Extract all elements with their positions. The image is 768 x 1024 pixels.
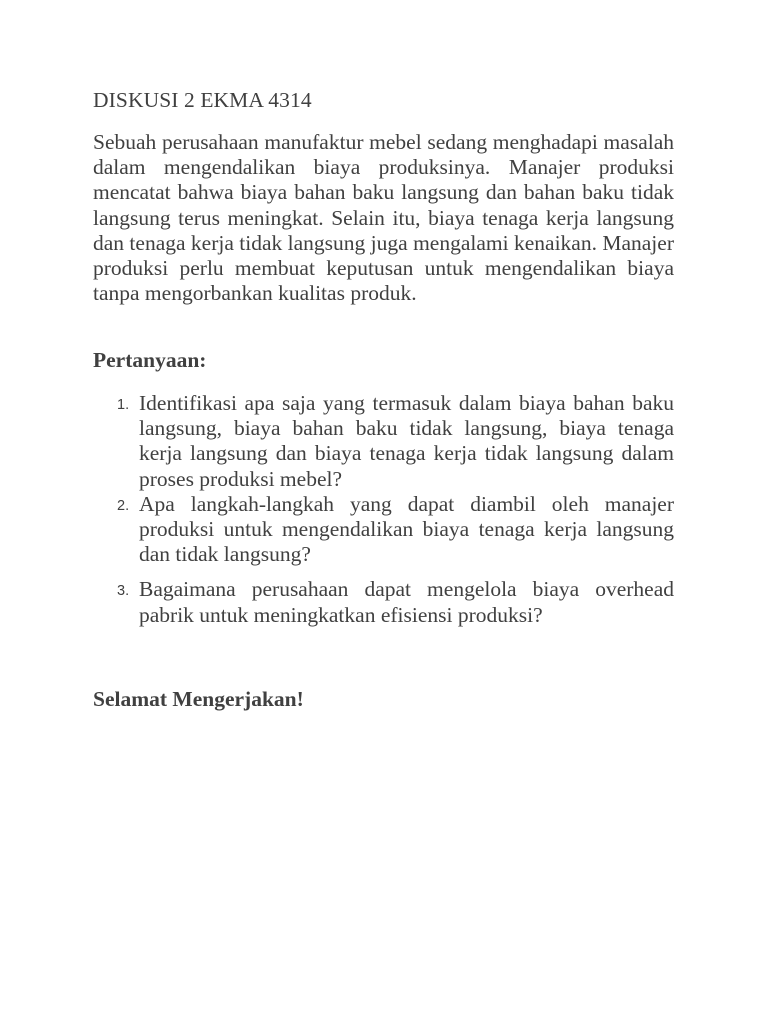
intro-paragraph: Sebuah perusahaan manufaktur mebel sedang menghadapi masalah dalam mengendalikan biaya produksinya. Manajer produksi mencatat bahwa biaya bahan baku langsung dan bahan baku tidak langsung terus meningkat. Selain itu, biaya tenaga kerja langsung dan tenaga kerja tidak langsung juga mengalami kenaikan. Manajer produksi perlu membuat keputusan untuk mengendalikan biaya tanpa mengorbankan kualitas produk. [93,130,674,306]
document-title: DISKUSI 2 EKMA 4314 [93,88,312,112]
closing-text: Selamat Mengerjakan! [93,687,304,711]
question-item [0,391,674,492]
question-number: 1. [117,397,130,413]
question-list [0,391,768,628]
question-number: 2. [117,497,130,514]
question-item [0,577,674,627]
question-text: Apa langkah-langkah yang dapat diambil oleh manajer produksi untuk mengendalikan biaya tenaga kerja langsung dan tidak langsung? [139,491,674,567]
question-number: 3. [117,583,130,600]
questions-heading: Pertanyaan: [93,348,207,372]
question-item [0,492,674,568]
question-text: Identifikasi apa saja yang termasuk dalam biaya bahan baku langsung, biaya bahan baku tidak langsung, biaya tenaga kerja langsung dan biaya tenaga kerja tidak langsung dalam proses produksi mebel? [139,391,674,491]
question-text: Bagaimana perusahaan dapat mengelola biaya overhead pabrik untuk meningkatkan efisiensi produksi? [139,577,674,627]
